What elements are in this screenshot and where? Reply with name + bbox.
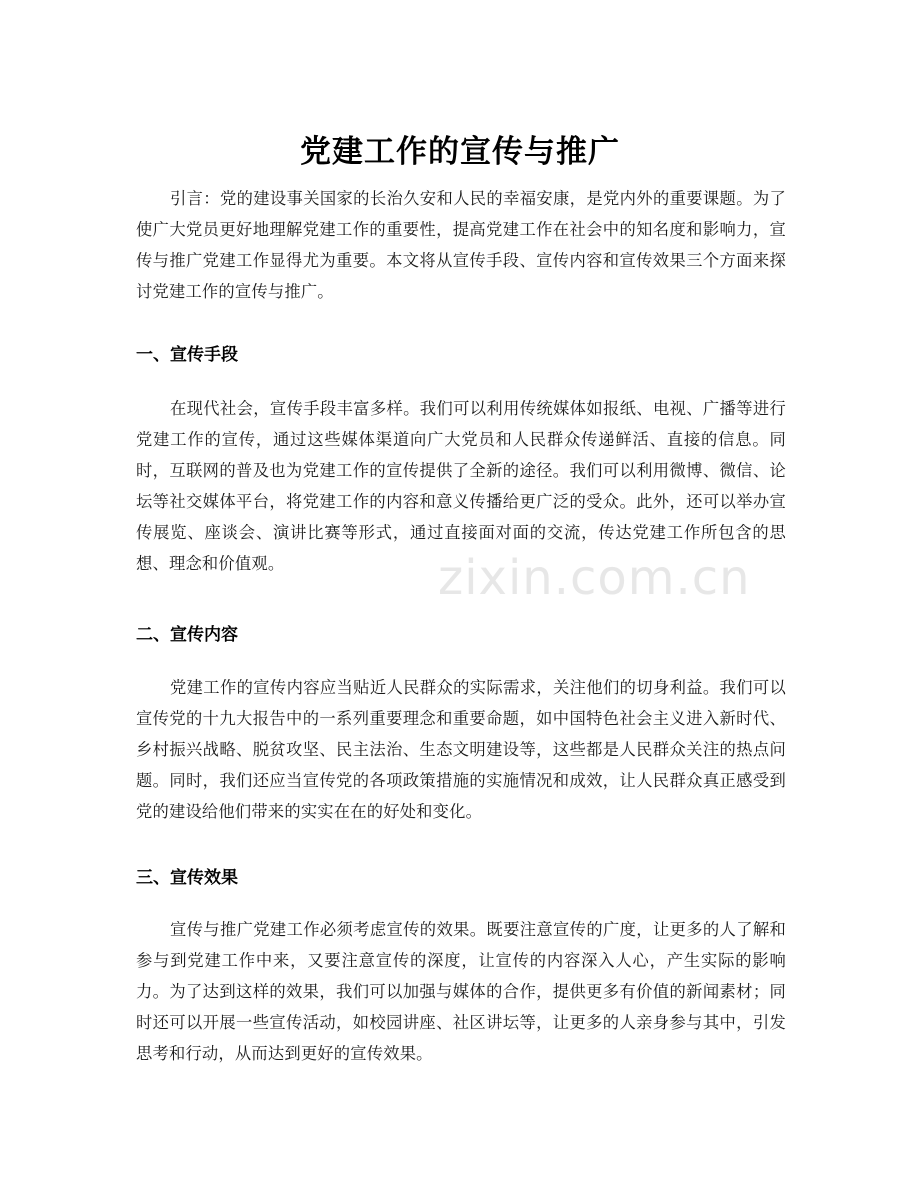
watermark: zixin.com.cn — [438, 550, 751, 606]
section-heading-3: 三、宣传效果 — [136, 868, 238, 888]
section-heading-2: 二、宣传内容 — [136, 625, 238, 645]
section-body-3: 宣传与推广党建工作必须考虑宣传的效果。既要注意宣传的广度，让更多的人了解和参与到党建工作中来，又要注意宣传的深度，让宣传的内容深入人心，产生实际的影响力。为了达到这样的效果，我们可以加强与媒体的合作，提供更多有价值的新闻素材；同时还可以开展一些宣传活动，如校园讲座、社区讲坛等，让更多的人亲身参与其中，引发思考和行动，从而达到更好的宣传效果。 — [136, 920, 786, 1063]
intro-paragraph: 引言：党的建设事关国家的长治久安和人民的幸福安康，是党内外的重要课题。为了使广大党员更好地理解党建工作的重要性，提高党建工作在社会中的知名度和影响力，宣传与推广党建工作显得尤为重要。本文将从宣传手段、宣传内容和宣传效果三个方面来探讨党建工作的宣传与推广。 — [136, 189, 786, 301]
section-body-1: 在现代社会，宣传手段丰富多样。我们可以利用传统媒体如报纸、电视、广播等进行党建工作的宣传，通过这些媒体渠道向广大党员和人民群众传递鲜活、直接的信息。同时，互联网的普及也为党建工作的宣传提供了全新的途径。我们可以利用微博、微信、论坛等社交媒体平台，将党建工作的内容和意义传播给更广泛的受众。此外，还可以举办宣传展览、座谈会、演讲比赛等形式，通过直接面对面的交流，传达党建工作所包含的思想、理念和价值观。 — [136, 399, 786, 573]
document-title: 党建工作的宣传与推广 — [300, 133, 620, 170]
section-body-2: 党建工作的宣传内容应当贴近人民群众的实际需求，关注他们的切身利益。我们可以宣传党的十九大报告中的一系列重要理念和重要命题，如中国特色社会主义进入新时代、乡村振兴战略、脱贫攻坚、民主法治、生态文明建设等，这些都是人民群众关注的热点问题。同时，我们还应当宣传党的各项政策措施的实施情况和成效，让人民群众真正感受到党的建设给他们带来的实实在在的好处和变化。 — [136, 678, 786, 821]
section-heading-1: 一、宣传手段 — [136, 345, 238, 365]
